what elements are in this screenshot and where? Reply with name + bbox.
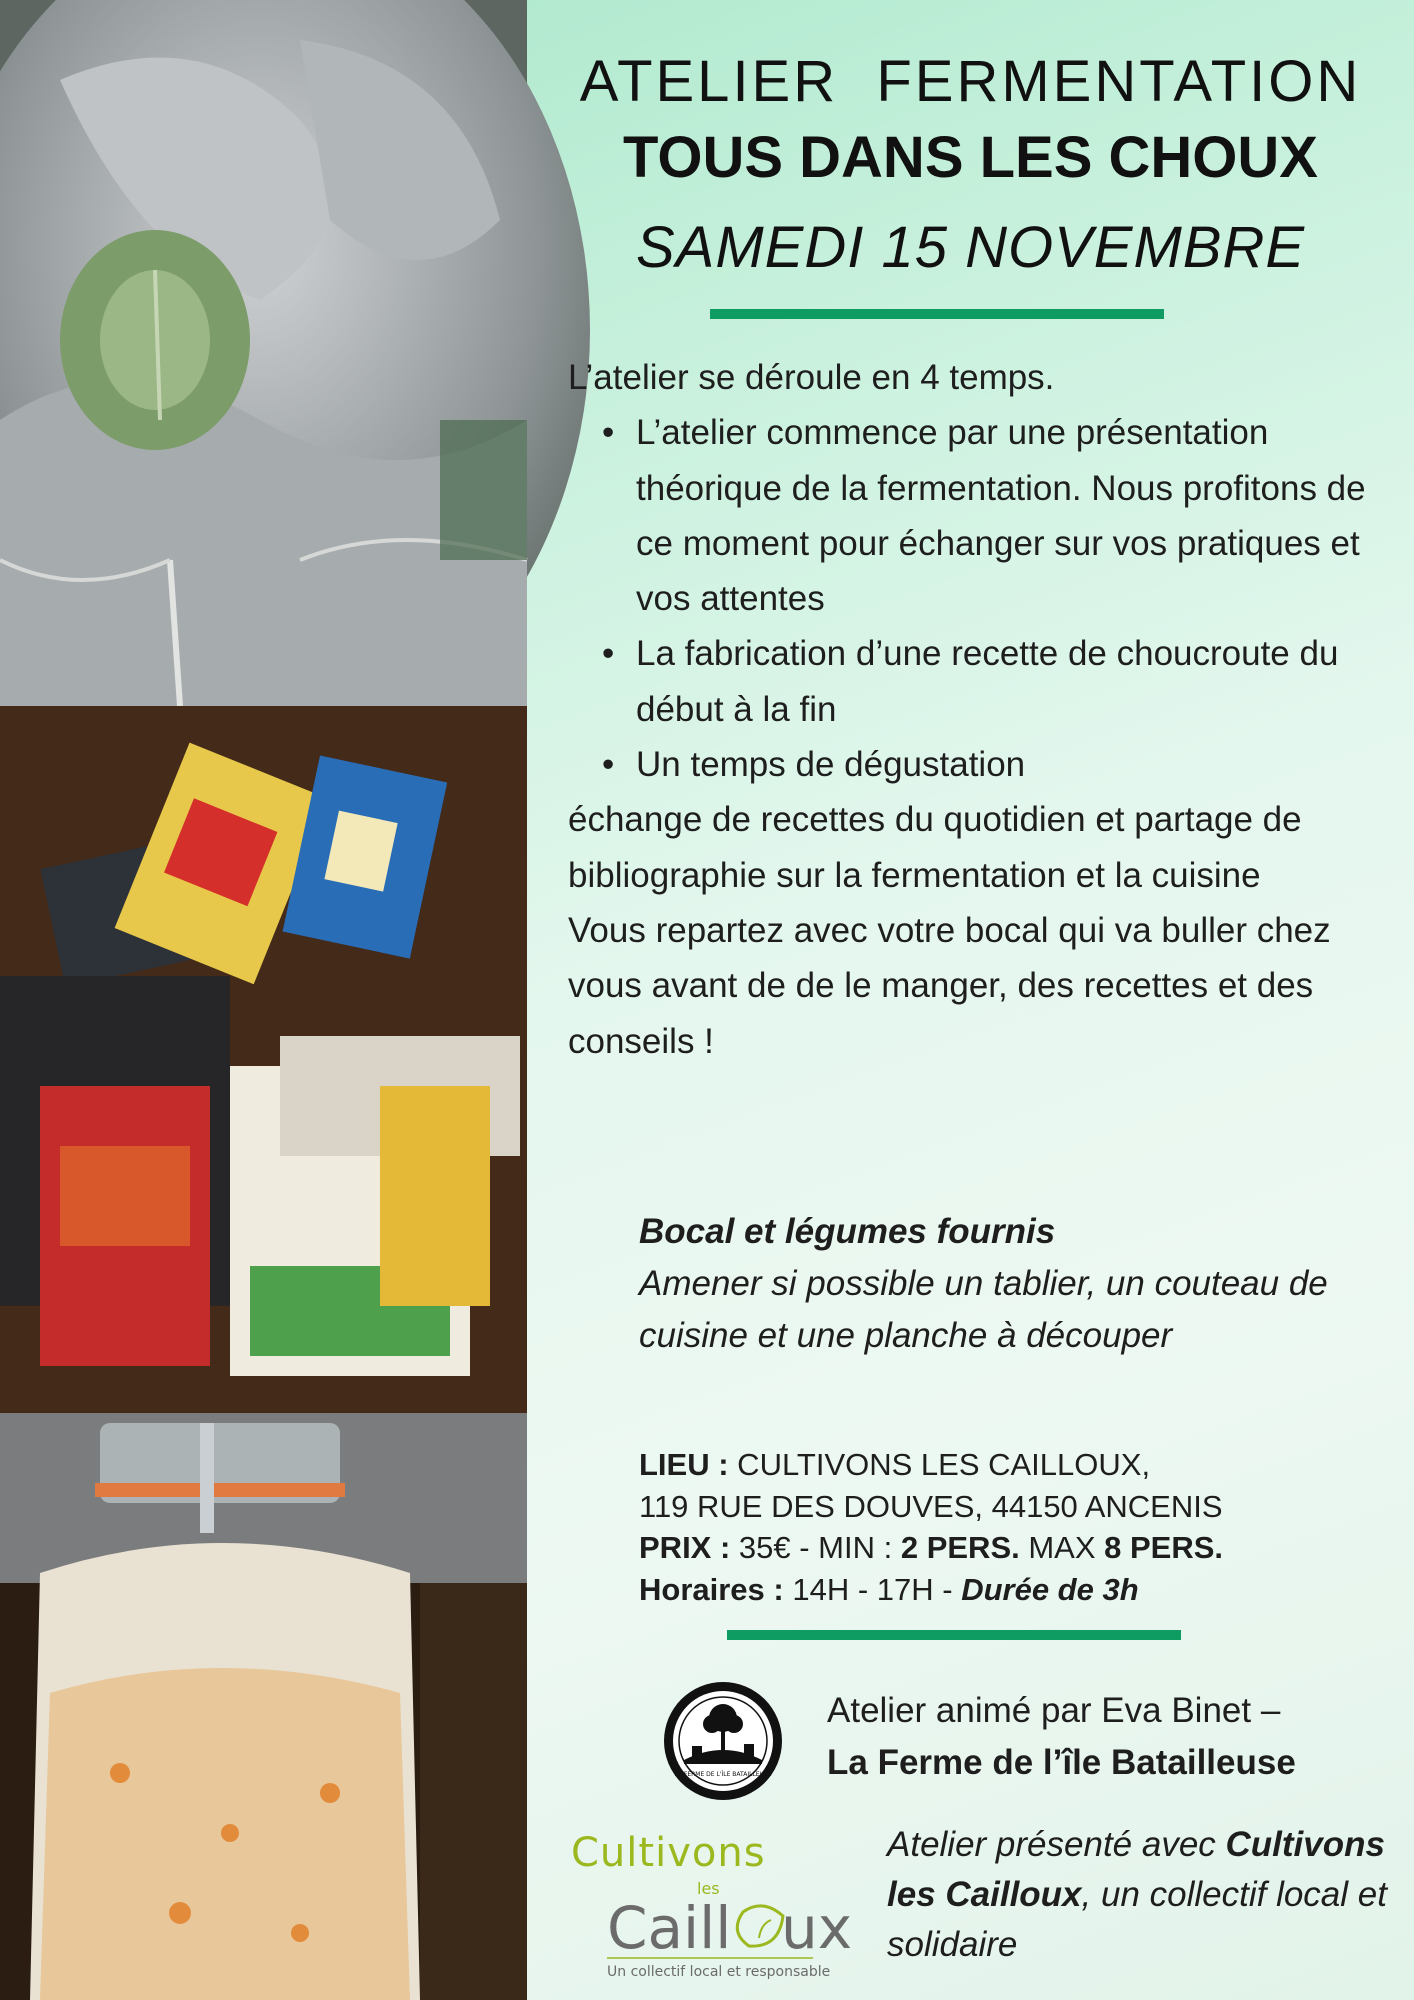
practical-info: [639, 1444, 1399, 1610]
program-steps: [568, 405, 1368, 792]
min-value: 2 PERS.: [900, 1530, 1020, 1565]
program-intro: L’atelier se déroule en 4 temps.: [568, 358, 1055, 397]
horaires-value: 14H - 17H -: [783, 1571, 962, 1607]
frosted-cabbage-photo: [0, 0, 527, 706]
divider-top: [710, 309, 1164, 319]
max-text: MAX: [1019, 1530, 1105, 1565]
ferme-ile-batailleuse-logo: [662, 1680, 784, 1802]
host-credit: [827, 1685, 1387, 1789]
program-take-home: Vous repartez avec votre bocal qui va buller chez vous avant de de le manger, des recettes et des conseils !: [568, 910, 1331, 1061]
prix-value: 35€ - MIN :: [730, 1530, 901, 1565]
materials-block: [639, 1206, 1359, 1362]
horaires-label: Horaires :: [639, 1571, 784, 1607]
lieu-line1: CULTIVONS LES CAILLOUX,: [728, 1447, 1151, 1482]
partner-name: Cultivons les Cailloux: [887, 1825, 1385, 1914]
photo-column: [0, 0, 527, 2000]
title-atelier-fermentation: ATELIER FERMENTATION: [579, 49, 1362, 114]
lieu-line2: 119 RUE DES DOUVES, 44150 ANCENIS: [639, 1488, 1223, 1524]
duree-value: Durée de 3h: [961, 1571, 1139, 1607]
cailloux-logo-top: Cultivons: [571, 1830, 766, 1876]
content-panel: [527, 0, 1414, 2000]
cultivons-les-cailloux-logo: [563, 1820, 853, 1985]
cailloux-logo-main: Caill: [607, 1894, 732, 1962]
program-exchange: échange de recettes du quotidien et partage de bibliographie sur la fermentation et la cuisine: [568, 800, 1302, 895]
lieu-label: LIEU :: [639, 1447, 729, 1482]
prix-label: PRIX :: [639, 1530, 731, 1565]
fermentation-books-photo: [0, 706, 527, 1413]
event-date: SAMEDI 15 NOVEMBRE: [635, 215, 1306, 280]
max-value: 8 PERS.: [1104, 1530, 1224, 1565]
program-step: • L’atelier commence par une présentation théorique de la fermentation. Nous profitons de ce moment pour échanger sur vos pratiques et vos attentes: [636, 405, 1368, 626]
program-step: • La fabrication d’une recette de choucroute du début à la fin: [636, 626, 1368, 737]
info-lieu: [639, 1444, 1399, 1486]
host-line1: Atelier animé par Eva Binet –: [827, 1691, 1281, 1730]
materials-to-bring: Amener si possible un tablier, un couteau de cuisine et une planche à découper: [639, 1264, 1328, 1355]
info-horaires: [639, 1569, 1399, 1611]
partner-post: , un collectif local et solidaire: [887, 1875, 1387, 1964]
cailloux-logo-end: ux: [781, 1894, 853, 1962]
ferme-logo-text: LA FERME DE L'ÎLE BATAILLEUSE: [674, 1771, 772, 1778]
cailloux-logo-tagline: Un collectif local et responsable: [607, 1964, 831, 1980]
partner-pre: Atelier présenté avec: [887, 1825, 1226, 1864]
title-tous-dans-les-choux: TOUS DANS LES CHOUX: [622, 125, 1318, 190]
divider-bottom: [727, 1630, 1181, 1640]
partner-credit: [887, 1820, 1387, 1970]
sauerkraut-jar-photo: [0, 1413, 527, 2000]
cailloux-logo-les: les: [697, 1879, 720, 1898]
host-line2: La Ferme de l’île Batailleuse: [827, 1743, 1296, 1782]
info-prix: [639, 1527, 1399, 1569]
program-step: • Un temps de dégustation: [636, 737, 1368, 792]
program-description: [568, 350, 1368, 1069]
materials-provided: Bocal et légumes fournis: [639, 1212, 1056, 1251]
